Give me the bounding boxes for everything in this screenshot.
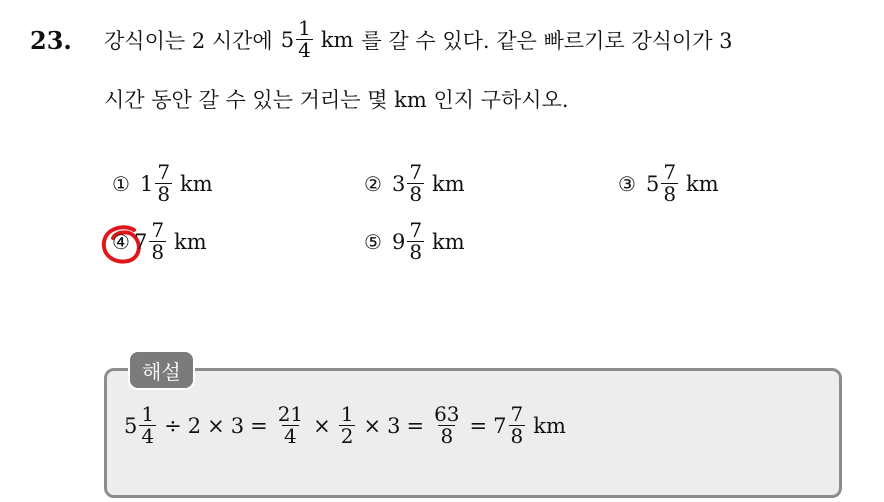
choice-1[interactable] bbox=[112, 162, 213, 205]
eq-operator: × bbox=[207, 413, 225, 438]
fraction-numerator: 7 bbox=[409, 218, 423, 242]
choice-mark: ① bbox=[112, 171, 130, 196]
eq-term-whole: 5 bbox=[124, 413, 138, 438]
fraction-numerator: 1 bbox=[141, 402, 155, 426]
choice-fraction bbox=[661, 162, 678, 205]
eq-equals: = bbox=[469, 413, 488, 438]
eq-term: 3 bbox=[387, 413, 401, 438]
choice-mark: ② bbox=[364, 171, 382, 196]
eq-equals: = bbox=[250, 413, 268, 438]
choice-fraction bbox=[407, 162, 424, 205]
fraction-denominator: 4 bbox=[141, 424, 155, 448]
distance-unit: km bbox=[320, 27, 354, 52]
distance-fraction bbox=[296, 18, 313, 61]
fraction-denominator: 8 bbox=[409, 240, 423, 264]
question-text-a: 강식이는 2 시간에 bbox=[104, 28, 273, 53]
fraction-numerator: 21 bbox=[277, 402, 304, 426]
choice-unit: km bbox=[432, 171, 465, 196]
eq-operator: × bbox=[313, 413, 331, 438]
eq-operator: ÷ bbox=[164, 413, 182, 438]
choice-whole: 5 bbox=[645, 171, 660, 196]
eq-operator: × bbox=[363, 413, 382, 438]
choice-mark: ⑤ bbox=[364, 229, 382, 254]
choice-unit: km bbox=[432, 229, 465, 254]
fraction-denominator: 8 bbox=[409, 182, 423, 206]
eq-fraction-3 bbox=[339, 404, 356, 447]
eq-result-fraction bbox=[509, 404, 526, 447]
choice-fraction bbox=[149, 220, 166, 263]
fraction-numerator: 63 bbox=[434, 402, 460, 426]
eq-equals: = bbox=[406, 413, 425, 438]
fraction-numerator: 1 bbox=[298, 16, 311, 40]
choice-2[interactable] bbox=[364, 162, 465, 205]
eq-term: 3 bbox=[230, 413, 245, 438]
choice-whole: 1 bbox=[139, 171, 154, 196]
fraction-denominator: 8 bbox=[157, 182, 171, 206]
fraction-numerator: 7 bbox=[663, 160, 677, 184]
eq-unit: km bbox=[533, 413, 566, 438]
choice-fraction bbox=[155, 162, 172, 205]
choice-whole: 7 bbox=[133, 229, 148, 254]
eq-fraction-1 bbox=[139, 404, 156, 447]
fraction-numerator: 7 bbox=[510, 402, 524, 426]
choice-unit: km bbox=[174, 229, 207, 254]
fraction-denominator: 4 bbox=[284, 424, 297, 448]
fraction-numerator: 7 bbox=[409, 160, 423, 184]
choice-unit: km bbox=[180, 171, 213, 196]
choice-whole: 3 bbox=[391, 171, 406, 196]
question-text-b: 를 갈 수 있다. 같은 빠르기로 강식이가 3 bbox=[361, 28, 733, 53]
question-number: 23. bbox=[30, 26, 72, 55]
solution-equation bbox=[124, 404, 566, 447]
fraction-numerator: 7 bbox=[151, 218, 165, 242]
choice-whole: 9 bbox=[391, 229, 406, 254]
fraction-denominator: 8 bbox=[440, 424, 454, 448]
fraction-denominator: 4 bbox=[298, 38, 311, 62]
fraction-denominator: 2 bbox=[340, 424, 354, 448]
choice-mark: ③ bbox=[618, 171, 636, 196]
eq-result-whole: 7 bbox=[493, 413, 507, 438]
choice-5[interactable] bbox=[364, 220, 465, 263]
question-line-1 bbox=[104, 18, 733, 61]
fraction-denominator: 8 bbox=[151, 240, 165, 264]
eq-term: 2 bbox=[187, 413, 202, 438]
distance-whole: 5 bbox=[280, 27, 295, 52]
fraction-numerator: 7 bbox=[157, 160, 171, 184]
choice-mark: ④ bbox=[112, 229, 130, 254]
fraction-numerator: 1 bbox=[340, 402, 354, 426]
question-line-2: 시간 동안 갈 수 있는 거리는 몇 km 인지 구하시오. bbox=[104, 88, 569, 112]
choice-unit: km bbox=[686, 171, 719, 196]
choice-4[interactable] bbox=[112, 220, 207, 263]
eq-fraction-4 bbox=[432, 404, 461, 447]
solution-label: 해설 bbox=[128, 350, 195, 390]
fraction-denominator: 8 bbox=[663, 182, 677, 206]
eq-fraction-2 bbox=[276, 404, 305, 447]
choice-3[interactable] bbox=[618, 162, 719, 205]
fraction-denominator: 8 bbox=[510, 424, 524, 448]
choice-fraction bbox=[407, 220, 424, 263]
